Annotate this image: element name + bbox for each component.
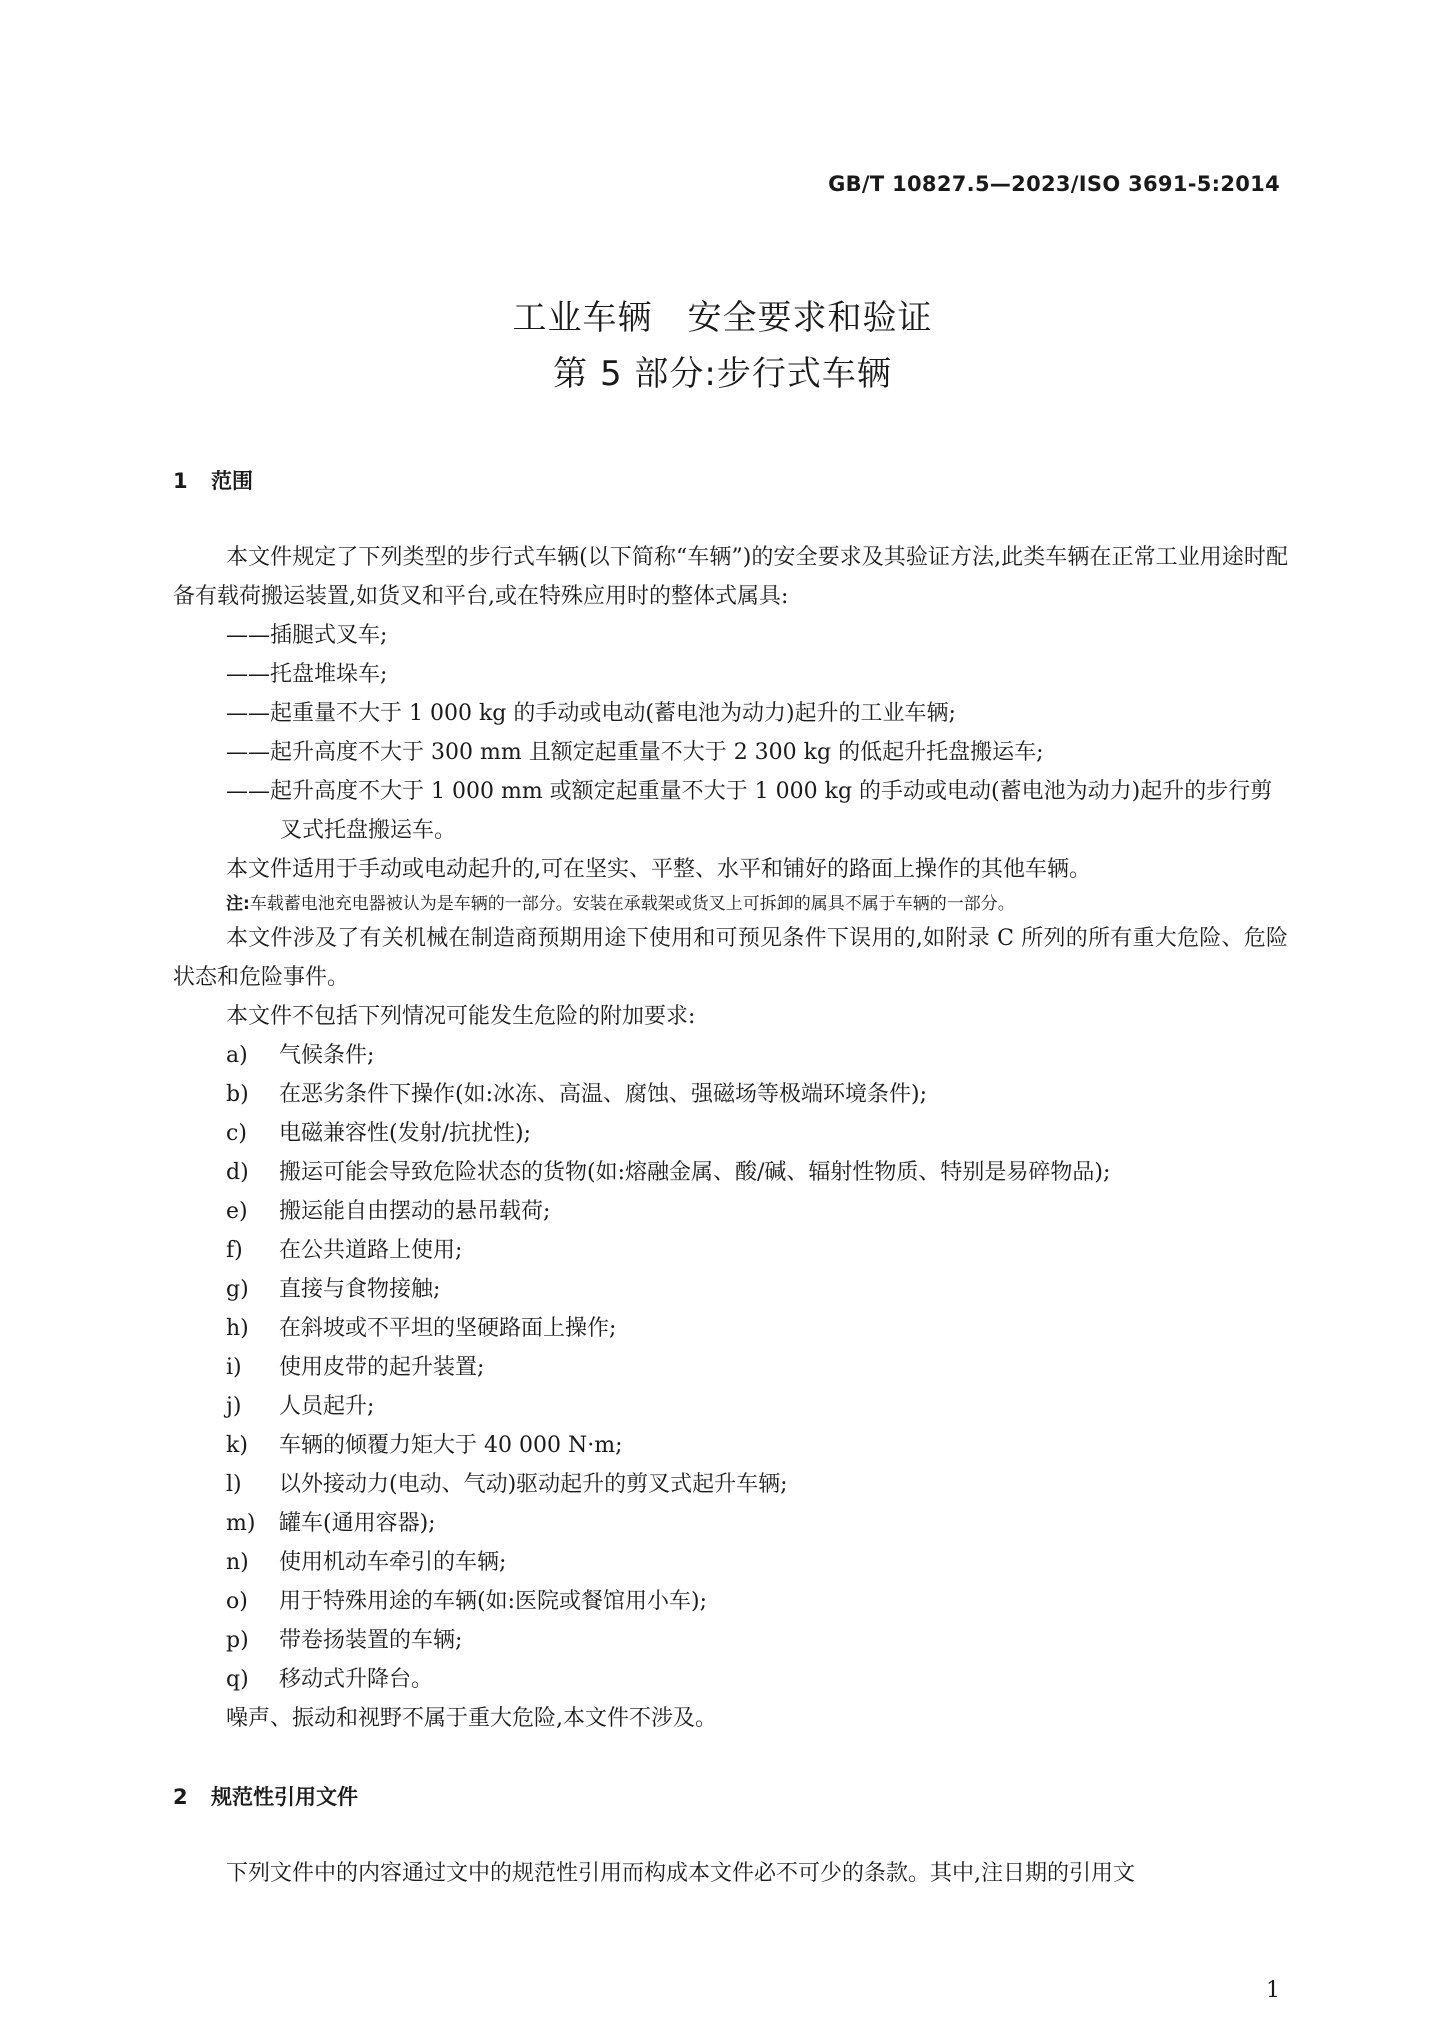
list-text: 人员起升;: [279, 1394, 375, 1419]
title-line-1: 工业车辆 安全要求和验证: [512, 298, 933, 338]
title-line-2: 第 5 部分:步行式车辆: [553, 354, 892, 394]
list-mark: g): [226, 1277, 249, 1302]
scope-intro-paragraph: 本文件规定了下列类型的步行式车辆(以下简称“车辆”)的安全要求及其验证方法,此类车辆在正常工业用途时配备有载荷搬运装置,如货叉和平台,或在特殊应用时的整体式属具:: [173, 545, 1288, 609]
list-text: 电磁兼容性(发射/抗扰性);: [279, 1121, 531, 1146]
dash-item-2: ——托盘堆垛车;: [226, 662, 388, 687]
section-2-heading: [173, 1781, 358, 1811]
list-item: [226, 1270, 1288, 1309]
list-mark: k): [226, 1433, 248, 1458]
note-label: 注:: [226, 894, 250, 914]
section-1-title: 范围: [211, 469, 253, 493]
document-title: [0, 290, 1445, 402]
list-item: [226, 1465, 1288, 1504]
exclusions-intro-paragraph: 本文件不包括下列情况可能发生危险的附加要求:: [226, 1004, 696, 1029]
list-mark: c): [226, 1121, 247, 1146]
list-text: 移动式升降台。: [279, 1667, 434, 1692]
standard-number: GB/T 10827.5—2023/ISO 3691-5:2014: [828, 172, 1280, 196]
list-text: 以外接动力(电动、气动)驱动起升的剪叉式起升车辆;: [279, 1472, 788, 1497]
section-1-body: [173, 538, 1288, 1738]
list-mark: e): [226, 1199, 248, 1224]
normative-refs-intro: 下列文件中的内容通过文中的规范性引用而构成本文件必不可少的条款。其中,注日期的引用文: [226, 1861, 1135, 1886]
note-text: 车载蓄电池充电器被认为是车辆的一部分。安装在承载架或货叉上可拆卸的属具不属于车辆的一部分。: [249, 894, 1015, 914]
applicability-paragraph: 本文件适用于手动或电动起升的,可在坚实、平整、水平和铺好的路面上操作的其他车辆。: [226, 857, 1091, 882]
list-text: 使用机动车牵引的车辆;: [279, 1550, 507, 1575]
list-item: [226, 1309, 1288, 1348]
dash-item-3: ——起重量不大于 1 000 kg 的手动或电动(蓄电池为动力)起升的工业车辆;: [226, 701, 956, 726]
dash-item-1: ——插腿式叉车;: [226, 623, 388, 648]
list-mark: q): [226, 1667, 249, 1692]
list-text: 在斜坡或不平坦的坚硬路面上操作;: [279, 1316, 617, 1341]
list-text: 车辆的倾覆力矩大于 40 000 N·m;: [279, 1433, 623, 1458]
page-number: 1: [1266, 1978, 1280, 2003]
list-mark: o): [226, 1589, 248, 1614]
list-text: 搬运可能会导致危险状态的货物(如:熔融金属、酸/碱、辐射性物质、特别是易碎物品);: [279, 1160, 1111, 1185]
dash-item-5: ——起升高度不大于 1 000 mm 或额定起重量不大于 1 000 kg 的手动或电动(蓄电池为动力)起升的步行剪叉式托盘搬运车。: [226, 779, 1273, 843]
noise-paragraph: 噪声、振动和视野不属于重大危险,本文件不涉及。: [226, 1706, 717, 1731]
list-item: [226, 1504, 1288, 1543]
list-mark: f): [226, 1238, 243, 1263]
list-mark: p): [226, 1628, 249, 1653]
list-mark: l): [226, 1472, 242, 1497]
list-item: [226, 1426, 1288, 1465]
section-1-heading: [173, 465, 253, 495]
list-item: [226, 1231, 1288, 1270]
list-mark: b): [226, 1082, 249, 1107]
list-item: [226, 1621, 1288, 1660]
list-item: [226, 1582, 1288, 1621]
note: [226, 889, 1288, 919]
list-item: [226, 1153, 1288, 1192]
list-text: 用于特殊用途的车辆(如:医院或餐馆用小车);: [279, 1589, 707, 1614]
list-mark: m): [226, 1511, 256, 1536]
hazards-paragraph: 本文件涉及了有关机械在制造商预期用途下使用和可预见条件下误用的,如附录 C 所列的所有重大危险、危险状态和危险事件。: [173, 926, 1288, 990]
list-item: [226, 1660, 1288, 1699]
section-1-number: 1: [173, 469, 188, 493]
list-text: 带卷扬装置的车辆;: [279, 1628, 463, 1653]
list-mark: a): [226, 1043, 248, 1068]
list-text: 气候条件;: [279, 1043, 375, 1068]
list-item: [226, 1114, 1288, 1153]
list-item: [226, 1036, 1288, 1075]
list-mark: n): [226, 1550, 249, 1575]
list-text: 在恶劣条件下操作(如:冰冻、高温、腐蚀、强磁场等极端环境条件);: [279, 1082, 927, 1107]
list-text: 使用皮带的起升装置;: [279, 1355, 485, 1380]
list-text: 直接与食物接触;: [279, 1277, 441, 1302]
list-mark: i): [226, 1355, 242, 1380]
list-mark: h): [226, 1316, 249, 1341]
section-2-number: 2: [173, 1785, 188, 1809]
list-mark: d): [226, 1160, 249, 1185]
list-item: [226, 1192, 1288, 1231]
list-item: [226, 1543, 1288, 1582]
list-item: [226, 1075, 1288, 1114]
dash-item-4: ——起升高度不大于 300 mm 且额定起重量不大于 2 300 kg 的低起升托盘搬运车;: [226, 740, 1044, 765]
list-item: [226, 1348, 1288, 1387]
list-text: 在公共道路上使用;: [279, 1238, 463, 1263]
list-text: 罐车(通用容器);: [279, 1511, 436, 1536]
list-item: [226, 1387, 1288, 1426]
list-mark: j): [226, 1394, 242, 1419]
section-2-title: 规范性引用文件: [211, 1785, 358, 1809]
list-text: 搬运能自由摆动的悬吊载荷;: [279, 1199, 551, 1224]
section-2-body: [173, 1854, 1288, 1893]
